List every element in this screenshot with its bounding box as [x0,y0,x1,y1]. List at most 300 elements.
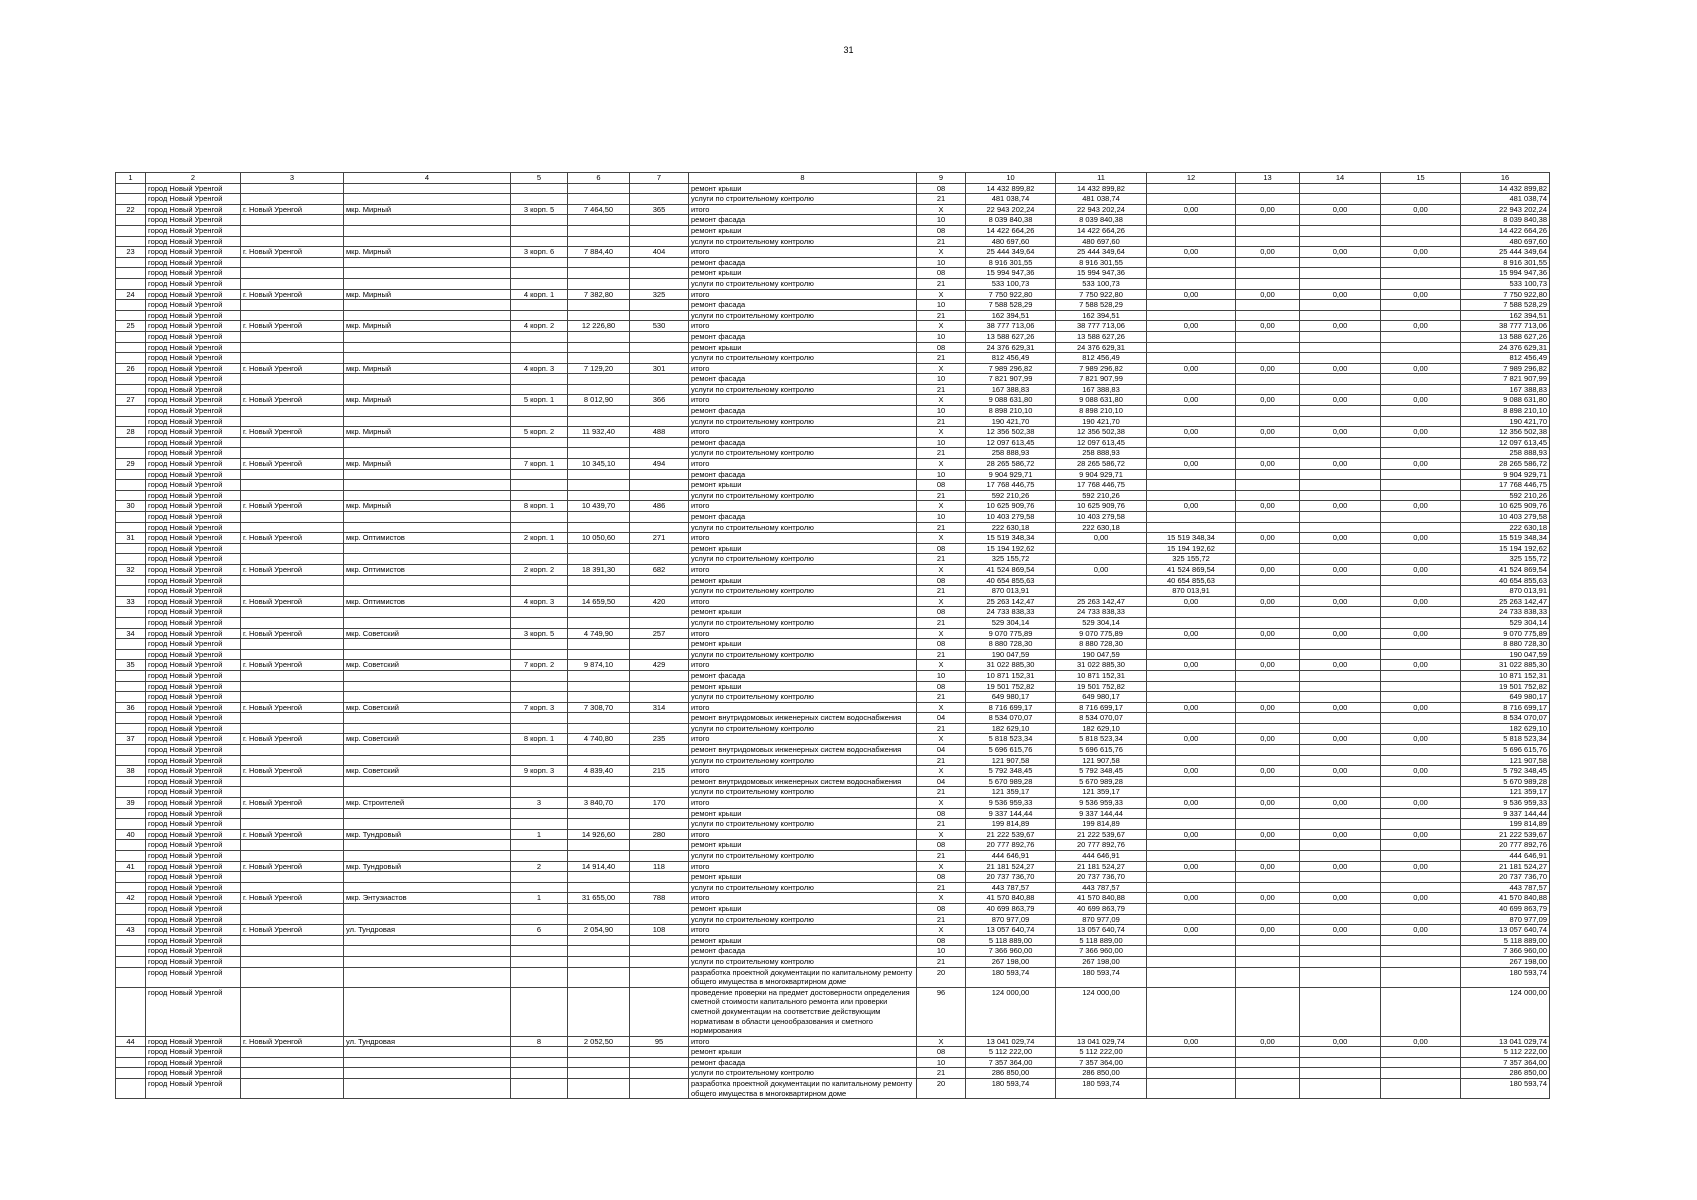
cell-cost-budget-c [1300,840,1381,851]
cell-cost-budget-c [1300,808,1381,819]
cell-cost-budget-c [1300,257,1381,268]
cell-row-number [116,808,146,819]
cell-municipality: город Новый Уренгой [146,183,241,194]
cell-cost-fund: 5 118 889,00 [1056,935,1147,946]
cell-row-number [116,586,146,597]
cell-row-number [116,872,146,883]
cell-row-number [116,268,146,279]
cell-cost-budget-a [1147,416,1236,427]
cell-residents [630,469,689,480]
cell-work-type: услуги по строительному контролю [689,310,917,321]
cell-residents: 215 [630,766,689,777]
cell-row-number [116,194,146,205]
cell-total-cost: 22 943 202,24 [966,204,1056,215]
cell-area [568,745,630,756]
cell-area [568,416,630,427]
cell-work-type: услуги по строительному контролю [689,554,917,565]
cell-work-type: итого [689,363,917,374]
cell-cost-total: 12 097 613,45 [1461,437,1550,448]
cell-area [568,374,630,385]
cell-work-type: ремонт крыши [689,183,917,194]
cell-municipality: город Новый Уренгой [146,660,241,671]
cell-residents [630,723,689,734]
cell-street [344,1079,511,1099]
cell-row-number: 43 [116,925,146,936]
cell-cost-fund: 8 880 728,30 [1056,639,1147,650]
cell-cost-other [1381,935,1461,946]
cell-row-number [116,310,146,321]
cell-cost-budget-b [1236,639,1300,650]
cell-municipality: город Новый Уренгой [146,374,241,385]
cell-cost-other [1381,882,1461,893]
cell-cost-fund: 8 039 840,38 [1056,215,1147,226]
cell-cost-fund [1056,575,1147,586]
cell-area [568,1079,630,1099]
cell-work-type: услуги по строительному контролю [689,416,917,427]
cell-street [344,745,511,756]
cell-cost-budget-c: 0,00 [1300,798,1381,809]
cell-cost-fund: 9 088 631,80 [1056,395,1147,406]
cell-cost-total: 15 194 192,62 [1461,543,1550,554]
cell-municipality: город Новый Уренгой [146,893,241,904]
cell-work-type: ремонт крыши [689,840,917,851]
cell-work-code: 21 [917,723,966,734]
cell-municipality: город Новый Уренгой [146,808,241,819]
cell-cost-fund: 258 888,93 [1056,448,1147,459]
cell-total-cost: 533 100,73 [966,278,1056,289]
cell-residents [630,681,689,692]
cell-house-number: 4 корп. 2 [511,321,568,332]
table-row [116,543,1550,554]
cell-cost-total: 28 265 586,72 [1461,459,1550,470]
cell-cost-other: 0,00 [1381,533,1461,544]
cell-cost-budget-c: 0,00 [1300,702,1381,713]
cell-cost-budget-c [1300,639,1381,650]
cell-cost-budget-b: 0,00 [1236,1036,1300,1047]
cell-street [344,723,511,734]
cell-cost-budget-a: 0,00 [1147,247,1236,258]
cell-municipality: город Новый Уренгой [146,670,241,681]
cell-municipality: город Новый Уренгой [146,533,241,544]
cell-total-cost: 182 629,10 [966,723,1056,734]
cell-work-code: 21 [917,914,966,925]
cell-total-cost: 13 041 029,74 [966,1036,1056,1047]
cell-settlement [241,310,344,321]
table-row [116,310,1550,321]
cell-street [344,914,511,925]
cell-cost-budget-c [1300,956,1381,967]
cell-row-number: 25 [116,321,146,332]
cell-cost-budget-b [1236,342,1300,353]
cell-total-cost: 481 038,74 [966,194,1056,205]
cell-total-cost: 8 534 070,07 [966,713,1056,724]
cell-area [568,300,630,311]
cell-cost-other [1381,713,1461,724]
cell-cost-budget-b [1236,713,1300,724]
cell-cost-budget-c [1300,310,1381,321]
cell-cost-budget-c [1300,490,1381,501]
cell-municipality: город Новый Уренгой [146,956,241,967]
cell-house-number: 7 корп. 1 [511,459,568,470]
cell-house-number: 3 [511,798,568,809]
cell-settlement: г. Новый Уренгой [241,1036,344,1047]
cell-house-number [511,194,568,205]
cell-cost-total: 592 210,26 [1461,490,1550,501]
cell-cost-fund: 649 980,17 [1056,692,1147,703]
cell-area [568,522,630,533]
cell-settlement [241,300,344,311]
cell-municipality: город Новый Уренгой [146,225,241,236]
cell-cost-total: 162 394,51 [1461,310,1550,321]
cell-cost-budget-c: 0,00 [1300,893,1381,904]
cell-cost-budget-a [1147,935,1236,946]
cell-residents: 788 [630,893,689,904]
cell-residents: 325 [630,289,689,300]
cell-cost-budget-a: 0,00 [1147,798,1236,809]
cell-residents [630,448,689,459]
cell-house-number [511,1079,568,1099]
cell-total-cost: 258 888,93 [966,448,1056,459]
cell-cost-budget-c [1300,935,1381,946]
cell-row-number [116,903,146,914]
header-col-14: 14 [1300,173,1381,184]
cell-cost-other [1381,903,1461,914]
cell-settlement [241,575,344,586]
cell-row-number [116,882,146,893]
cell-residents [630,374,689,385]
cell-cost-budget-c [1300,512,1381,523]
cell-cost-budget-b: 0,00 [1236,564,1300,575]
cell-house-number: 8 корп. 1 [511,734,568,745]
cell-cost-budget-a [1147,956,1236,967]
cell-settlement [241,808,344,819]
header-col-6: 6 [568,173,630,184]
cell-cost-total: 870 013,91 [1461,586,1550,597]
cell-cost-total: 13 041 029,74 [1461,1036,1550,1047]
cell-house-number: 4 корп. 3 [511,596,568,607]
cell-cost-total: 7 989 296,82 [1461,363,1550,374]
cell-cost-other: 0,00 [1381,427,1461,438]
cell-municipality: город Новый Уренгой [146,882,241,893]
cell-cost-budget-b [1236,300,1300,311]
header-col-4: 4 [344,173,511,184]
cell-cost-fund: 286 850,00 [1056,1068,1147,1079]
cell-settlement: г. Новый Уренгой [241,564,344,575]
cell-cost-other [1381,745,1461,756]
cell-residents [630,257,689,268]
cell-residents: 365 [630,204,689,215]
cell-settlement [241,681,344,692]
cell-street [344,967,511,987]
cell-settlement [241,967,344,987]
cell-work-code: X [917,798,966,809]
cell-cost-budget-a [1147,268,1236,279]
cell-municipality: город Новый Уренгой [146,416,241,427]
cell-cost-budget-a [1147,331,1236,342]
table-row [116,903,1550,914]
cell-area [568,967,630,987]
cell-cost-budget-c [1300,914,1381,925]
cell-total-cost: 5 696 615,76 [966,745,1056,756]
cell-residents [630,649,689,660]
cell-row-number [116,353,146,364]
cell-row-number [116,1068,146,1079]
table-row [116,278,1550,289]
table-row [116,448,1550,459]
cell-cost-fund: 21 222 539,67 [1056,829,1147,840]
cell-row-number: 30 [116,501,146,512]
cell-cost-budget-c [1300,903,1381,914]
cell-cost-fund: 180 593,74 [1056,967,1147,987]
cell-cost-budget-c [1300,586,1381,597]
cell-street: мкр. Мирный [344,395,511,406]
cell-cost-budget-a [1147,787,1236,798]
cell-work-type: услуги по строительному контролю [689,1068,917,1079]
cell-cost-other [1381,987,1461,1036]
cell-cost-fund: 533 100,73 [1056,278,1147,289]
cell-cost-fund: 7 821 907,99 [1056,374,1147,385]
cell-cost-budget-c [1300,692,1381,703]
cell-area [568,437,630,448]
cell-cost-budget-a [1147,278,1236,289]
header-col-1: 1 [116,173,146,184]
table-row [116,1057,1550,1068]
cell-street [344,194,511,205]
cell-area: 14 914,40 [568,861,630,872]
cell-cost-fund: 8 716 699,17 [1056,702,1147,713]
cell-work-code: 21 [917,649,966,660]
cell-cost-total: 180 593,74 [1461,1079,1550,1099]
table-row [116,745,1550,756]
cell-row-number [116,639,146,650]
cell-residents [630,215,689,226]
cell-work-type: ремонт внутридомовых инженерных систем водоснабжения [689,745,917,756]
cell-residents [630,225,689,236]
cell-total-cost: 9 904 929,71 [966,469,1056,480]
cell-municipality: город Новый Уренгой [146,819,241,830]
cell-residents [630,819,689,830]
cell-work-code: 21 [917,236,966,247]
cell-settlement: г. Новый Уренгой [241,395,344,406]
cell-work-code: 21 [917,755,966,766]
cell-work-code: 08 [917,342,966,353]
cell-street [344,522,511,533]
cell-total-cost: 7 357 364,00 [966,1057,1056,1068]
cell-cost-budget-c [1300,723,1381,734]
cell-cost-budget-b [1236,194,1300,205]
cell-row-number: 22 [116,204,146,215]
cell-cost-other [1381,300,1461,311]
cell-total-cost: 325 155,72 [966,554,1056,565]
cell-work-type: итого [689,247,917,258]
cell-cost-budget-c [1300,342,1381,353]
cell-cost-budget-c [1300,787,1381,798]
header-col-5: 5 [511,173,568,184]
cell-total-cost: 5 670 989,28 [966,776,1056,787]
cell-cost-fund: 0,00 [1056,533,1147,544]
table-row [116,840,1550,851]
cell-municipality: город Новый Уренгой [146,798,241,809]
cell-settlement [241,331,344,342]
cell-work-type: услуги по строительному контролю [689,649,917,660]
cell-residents [630,300,689,311]
cell-cost-budget-a [1147,448,1236,459]
cell-street [344,819,511,830]
cell-total-cost: 12 097 613,45 [966,437,1056,448]
cell-cost-budget-b [1236,914,1300,925]
cell-cost-total: 15 994 947,36 [1461,268,1550,279]
cell-area: 10 050,60 [568,533,630,544]
cell-settlement [241,1079,344,1099]
cell-area: 14 926,60 [568,829,630,840]
cell-settlement [241,353,344,364]
cell-house-number [511,416,568,427]
cell-row-number [116,914,146,925]
cell-cost-budget-a [1147,490,1236,501]
cell-row-number: 42 [116,893,146,904]
cell-cost-fund: 10 625 909,76 [1056,501,1147,512]
cell-house-number [511,268,568,279]
cell-house-number [511,935,568,946]
cell-municipality: город Новый Уренгой [146,469,241,480]
cell-cost-other [1381,215,1461,226]
cell-cost-budget-a [1147,257,1236,268]
cell-area [568,692,630,703]
cell-cost-other [1381,607,1461,618]
table-row [116,183,1550,194]
cell-cost-total: 286 850,00 [1461,1068,1550,1079]
cell-residents [630,607,689,618]
cell-cost-budget-b [1236,755,1300,766]
cell-work-code: X [917,766,966,777]
cell-total-cost: 8 880 728,30 [966,639,1056,650]
cell-cost-fund: 9 904 929,71 [1056,469,1147,480]
cell-cost-budget-c [1300,713,1381,724]
cell-municipality: город Новый Уренгой [146,278,241,289]
cell-cost-fund: 199 814,89 [1056,819,1147,830]
cell-residents [630,1068,689,1079]
cell-cost-other: 0,00 [1381,893,1461,904]
cell-work-code: X [917,533,966,544]
cell-cost-other [1381,543,1461,554]
cell-cost-budget-c [1300,225,1381,236]
cell-cost-budget-b [1236,416,1300,427]
cell-cost-budget-b [1236,692,1300,703]
cell-residents [630,406,689,417]
cell-cost-fund: 480 697,60 [1056,236,1147,247]
cell-cost-fund: 22 943 202,24 [1056,204,1147,215]
cell-area [568,490,630,501]
cell-row-number [116,956,146,967]
cell-work-code: 10 [917,300,966,311]
cell-street [344,946,511,957]
cell-work-type: итого [689,893,917,904]
cell-settlement [241,713,344,724]
cell-total-cost: 5 792 348,45 [966,766,1056,777]
cell-work-type: ремонт фасада [689,257,917,268]
cell-street: ул. Тундровая [344,925,511,936]
cell-cost-other: 0,00 [1381,596,1461,607]
cell-work-code: X [917,861,966,872]
cell-area [568,1068,630,1079]
cell-work-code: X [917,564,966,575]
cell-cost-other [1381,448,1461,459]
cell-settlement [241,215,344,226]
cell-municipality: город Новый Уренгой [146,723,241,734]
cell-row-number [116,1079,146,1099]
header-col-10: 10 [966,173,1056,184]
cell-cost-total: 222 630,18 [1461,522,1550,533]
cell-cost-other [1381,946,1461,957]
cell-settlement [241,882,344,893]
cell-cost-budget-a [1147,639,1236,650]
cell-house-number: 6 [511,925,568,936]
cell-residents [630,776,689,787]
cell-work-code: 21 [917,692,966,703]
cell-total-cost: 12 356 502,38 [966,427,1056,438]
cell-cost-budget-a [1147,607,1236,618]
cell-cost-other [1381,681,1461,692]
cell-cost-budget-a: 15 194 192,62 [1147,543,1236,554]
cell-work-type: ремонт крыши [689,639,917,650]
cell-area [568,480,630,491]
cell-cost-budget-b [1236,554,1300,565]
cell-municipality: город Новый Уренгой [146,702,241,713]
cell-cost-other [1381,257,1461,268]
cell-municipality: город Новый Уренгой [146,649,241,660]
cell-cost-budget-a [1147,480,1236,491]
cell-cost-budget-a [1147,946,1236,957]
cell-work-type: разработка проектной документации по капитальному ремонту общего имущества в многоквартирном доме [689,1079,917,1099]
cell-cost-budget-c: 0,00 [1300,204,1381,215]
cell-work-type: итого [689,798,917,809]
cell-work-type: итого [689,459,917,470]
cell-cost-other: 0,00 [1381,829,1461,840]
cell-work-code: 10 [917,331,966,342]
cell-work-type: ремонт фасада [689,374,917,385]
cell-street [344,342,511,353]
cell-municipality: город Новый Уренгой [146,607,241,618]
cell-cost-other: 0,00 [1381,459,1461,470]
cell-house-number [511,353,568,364]
cell-total-cost: 190 047,59 [966,649,1056,660]
cell-cost-budget-b [1236,236,1300,247]
cell-house-number [511,1047,568,1058]
cell-house-number: 1 [511,893,568,904]
cell-settlement [241,522,344,533]
cell-work-type: итого [689,204,917,215]
table-row [116,681,1550,692]
cell-municipality: город Новый Уренгой [146,575,241,586]
cell-cost-budget-c [1300,278,1381,289]
cell-work-type: ремонт крыши [689,935,917,946]
cell-work-code: X [917,925,966,936]
cell-total-cost: 267 198,00 [966,956,1056,967]
cell-cost-budget-a: 0,00 [1147,734,1236,745]
cell-street [344,543,511,554]
cell-cost-budget-c [1300,681,1381,692]
cell-area: 4 839,40 [568,766,630,777]
cell-street: мкр. Тундровый [344,829,511,840]
cell-settlement: г. Новый Уренгой [241,702,344,713]
cell-area [568,681,630,692]
cell-cost-budget-c [1300,543,1381,554]
cell-street [344,617,511,628]
cell-settlement [241,670,344,681]
cell-work-code: X [917,395,966,406]
cell-area [568,1047,630,1058]
cell-area: 10 345,10 [568,459,630,470]
